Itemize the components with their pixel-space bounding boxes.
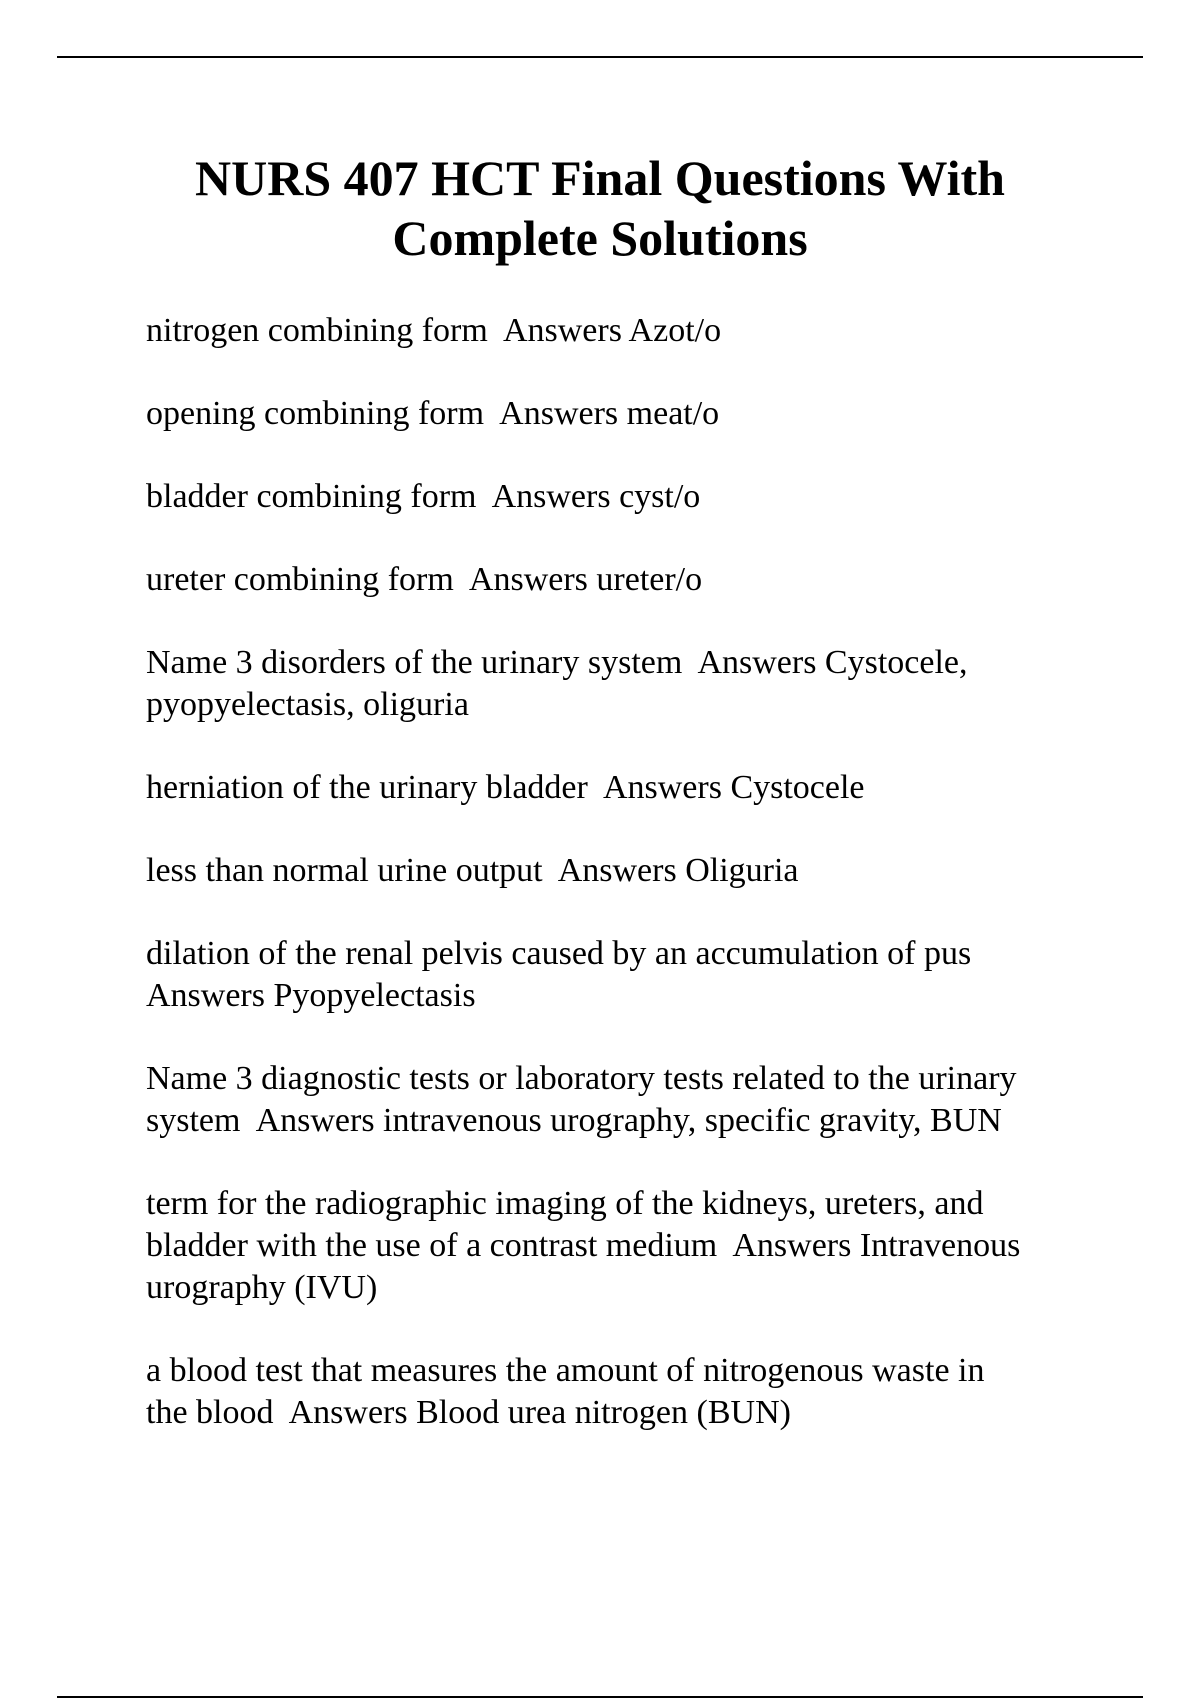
document-title <box>90 148 1110 268</box>
qa-line: less than normal urine output Answers Oliguria <box>146 852 799 889</box>
qa-item <box>146 642 1096 726</box>
qa-line: opening combining form Answers meat/o <box>146 395 720 432</box>
qa-item <box>146 310 1096 352</box>
bottom-divider <box>57 1696 1143 1698</box>
qa-line: term for the radiographic imaging of the kidneys, ureters, and <box>146 1185 984 1222</box>
qa-item <box>146 850 1096 892</box>
qa-line: Name 3 disorders of the urinary system Answers Cystocele, <box>146 644 968 681</box>
qa-item <box>146 559 1096 601</box>
qa-line: the blood Answers Blood urea nitrogen (BUN) <box>146 1394 791 1431</box>
qa-item <box>146 476 1096 518</box>
qa-item <box>146 767 1096 809</box>
title-line: Complete Solutions <box>392 210 808 266</box>
top-divider <box>57 56 1143 58</box>
qa-item <box>146 393 1096 435</box>
qa-line: herniation of the urinary bladder Answers Cystocele <box>146 769 865 806</box>
qa-line: Answers Pyopyelectasis <box>146 977 476 1014</box>
qa-line: a blood test that measures the amount of nitrogenous waste in <box>146 1352 985 1389</box>
qa-line: pyopyelectasis, oliguria <box>146 686 469 723</box>
qa-line: bladder combining form Answers cyst/o <box>146 478 701 515</box>
qa-line: urography (IVU) <box>146 1269 378 1306</box>
qa-line: dilation of the renal pelvis caused by an accumulation of pus <box>146 935 972 972</box>
qa-item <box>146 1058 1096 1142</box>
qa-item <box>146 933 1096 1017</box>
qa-line: system Answers intravenous urography, specific gravity, BUN <box>146 1102 1002 1139</box>
qa-line: nitrogen combining form Answers Azot/o <box>146 312 722 349</box>
qa-line: Name 3 diagnostic tests or laboratory tests related to the urinary <box>146 1060 1017 1097</box>
title-line: NURS 407 HCT Final Questions With <box>195 150 1005 206</box>
qa-line: bladder with the use of a contrast medium Answers Intravenous <box>146 1227 1021 1264</box>
qa-line: ureter combining form Answers ureter/o <box>146 561 703 598</box>
qa-item <box>146 1350 1096 1434</box>
qa-item <box>146 1183 1096 1309</box>
qa-list <box>146 310 1096 1475</box>
